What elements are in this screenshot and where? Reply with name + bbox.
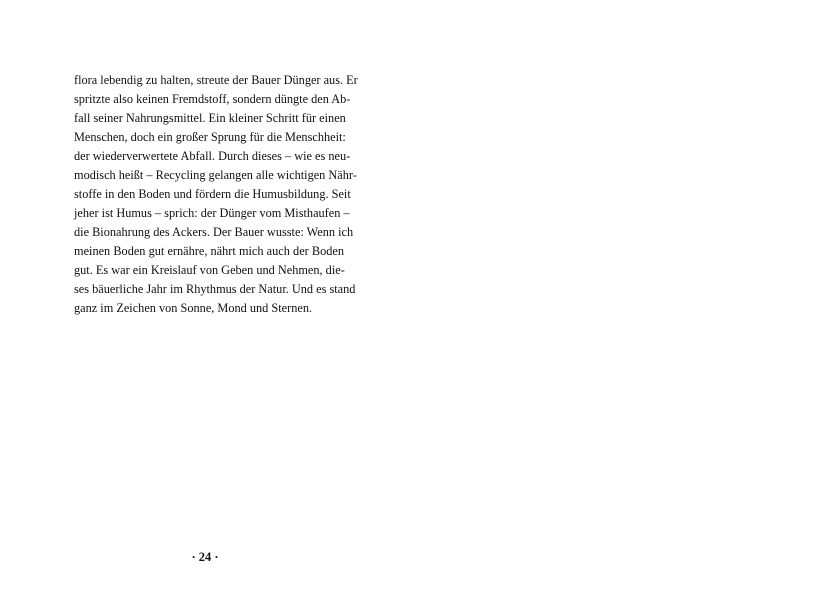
text-line: gut. Es war ein Kreislauf von Geben und Nehmen, die- — [74, 263, 345, 277]
body-text — [74, 71, 358, 318]
text-line: die Bionahrung des Ackers. Der Bauer wusste: Wenn ich — [74, 225, 354, 239]
text-line: flora lebendig zu halten, streute der Bauer Dünger aus. Er — [74, 73, 358, 87]
text-line: meinen Boden gut ernähre, nährt mich auch der Boden — [74, 244, 344, 258]
text-line: stoffe in den Boden und fördern die Humusbildung. Seit — [74, 187, 351, 201]
page-number: · 24 · — [191, 550, 219, 564]
text-line: jeher ist Humus – sprich: der Dünger vom Misthaufen – — [74, 206, 350, 220]
text-line: Menschen, doch ein großer Sprung für die Menschheit: — [74, 130, 346, 144]
text-line: spritzte also keinen Fremdstoff, sondern düngte den Ab- — [74, 92, 351, 106]
text-line: der wiederverwertete Abfall. Durch dieses – wie es neu- — [74, 149, 351, 163]
text-line: ses bäuerliche Jahr im Rhythmus der Natur. Und es stand — [74, 282, 356, 296]
text-line: ganz im Zeichen von Sonne, Mond und Sternen. — [74, 301, 313, 315]
text-line: fall seiner Nahrungsmittel. Ein kleiner Schritt für einen — [74, 111, 346, 125]
text-line: modisch heißt – Recycling gelangen alle wichtigen Nähr- — [74, 168, 357, 182]
